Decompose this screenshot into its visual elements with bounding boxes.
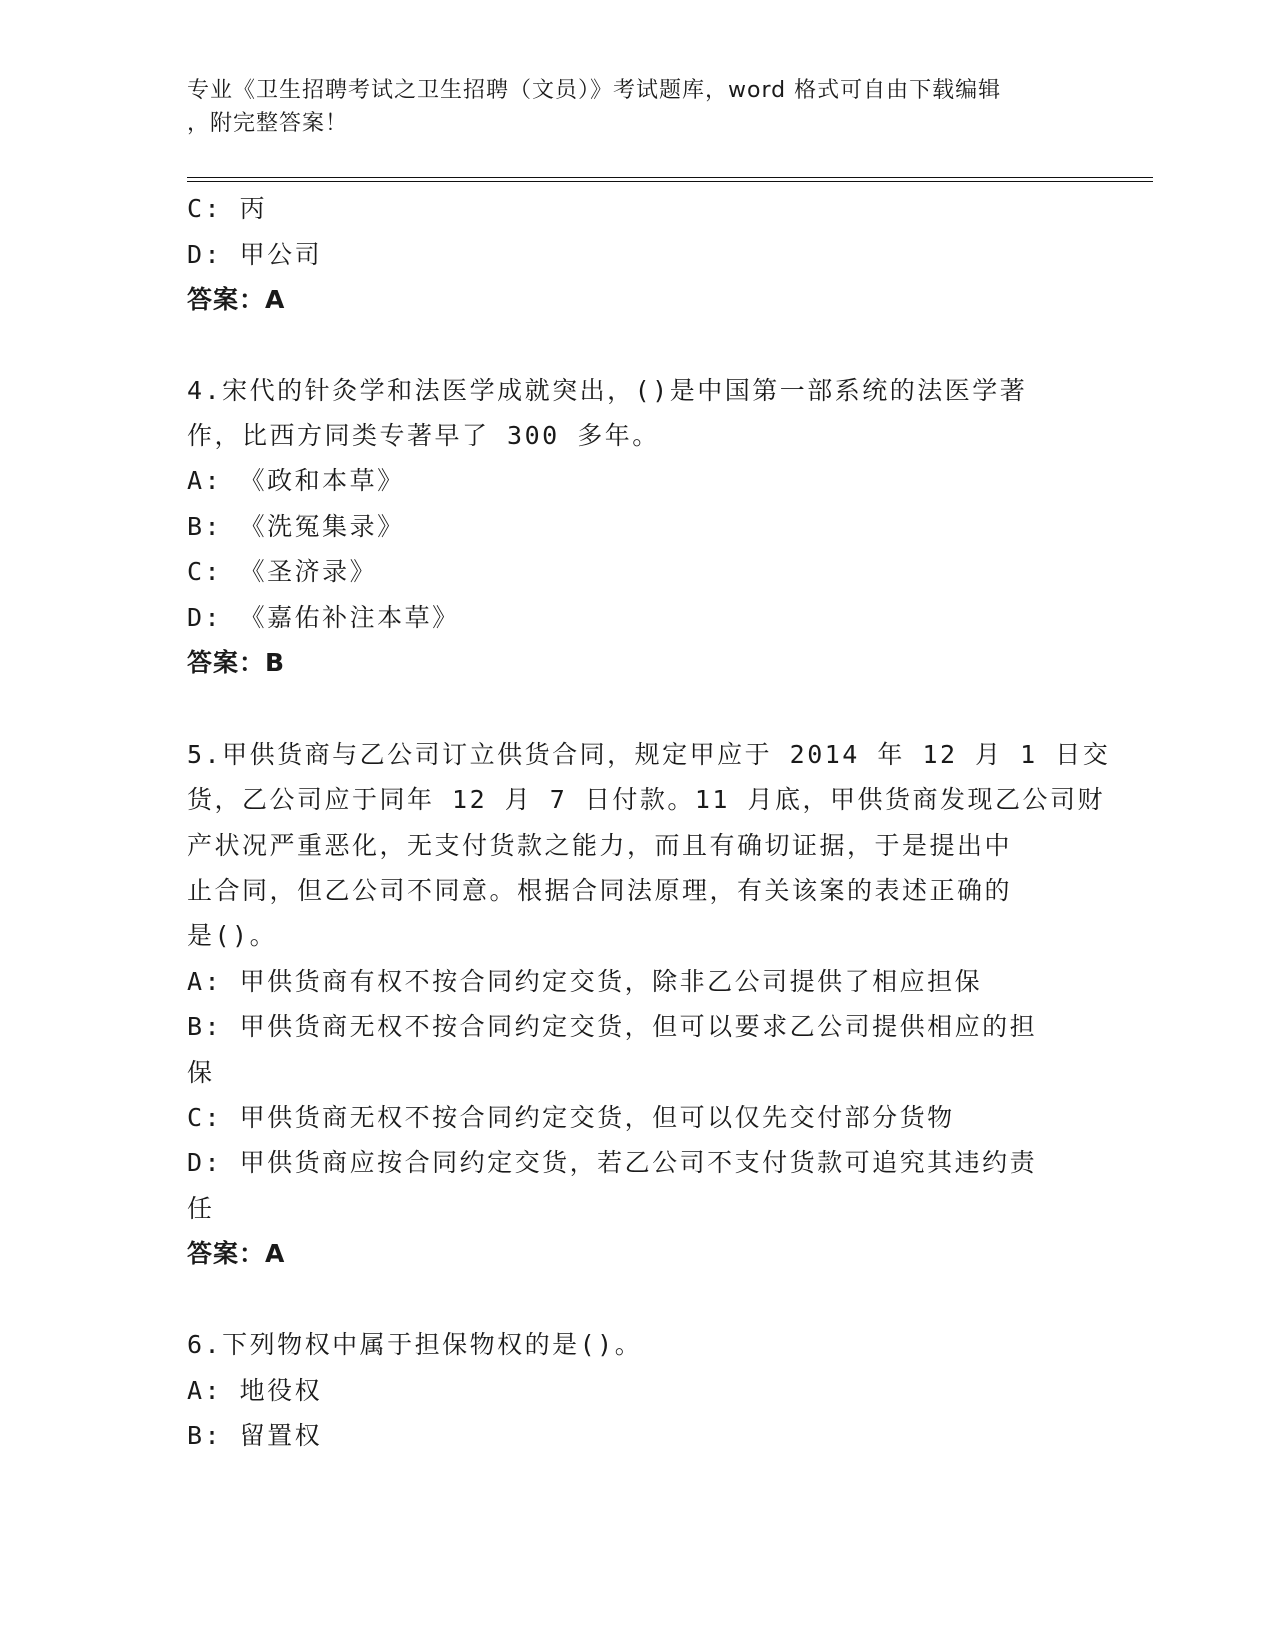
q4-option-d: D: 《嘉佑补注本草》 xyxy=(187,603,460,632)
header-rule-bottom xyxy=(187,181,1153,182)
q5-option-c: C: 甲供货商无权不按合同约定交货，但可以仅先交付部分货物 xyxy=(187,1103,955,1132)
q5-option-b-line-1: B: 甲供货商无权不按合同约定交货，但可以要求乙公司提供相应的担 xyxy=(187,1012,1038,1041)
q6-stem: 6.下列物权中属于担保物权的是()。 xyxy=(187,1330,643,1359)
q5-stem-line-4: 止合同，但乙公司不同意。根据合同法原理，有关该案的表述正确的 xyxy=(187,876,1013,905)
header-rule-top xyxy=(187,177,1153,178)
q5-stem-line-5: 是()。 xyxy=(187,921,278,950)
header-line-1: 专业《卫生招聘考试之卫生招聘（文员）》考试题库，word 格式可自由下载编辑 xyxy=(187,78,1002,103)
q5-stem-line-3: 产状况严重恶化，无支付货款之能力，而且有确切证据，于是提出中 xyxy=(187,831,1013,860)
q5-stem-line-2: 货，乙公司应于同年 12 月 7 日付款。11 月底，甲供货商发现乙公司财 xyxy=(187,785,1106,814)
q3-option-c: C: 丙 xyxy=(187,194,268,223)
q4-option-c: C: 《圣济录》 xyxy=(187,557,378,586)
q5-answer: 答案：A xyxy=(187,1239,286,1268)
q4-stem-line-1: 4.宋代的针灸学和法医学成就突出，()是中国第一部系统的法医学著 xyxy=(187,376,1028,405)
q5-stem-line-1: 5.甲供货商与乙公司订立供货合同，规定甲应于 2014 年 12 月 1 日交 xyxy=(187,740,1111,769)
q4-option-b: B: 《洗冤集录》 xyxy=(187,512,405,541)
q5-option-a: A: 甲供货商有权不按合同约定交货，除非乙公司提供了相应担保 xyxy=(187,967,983,996)
header-line-2: ，附完整答案！ xyxy=(187,111,349,136)
document-header xyxy=(187,74,1087,140)
q4-stem-line-2: 作，比西方同类专著早了 300 多年。 xyxy=(187,421,660,450)
q3-option-d: D: 甲公司 xyxy=(187,240,323,269)
q5-option-d-line-1: D: 甲供货商应按合同约定交货，若乙公司不支付货款可追究其违约责 xyxy=(187,1148,1038,1177)
q3-answer: 答案：A xyxy=(187,285,286,314)
q6-option-b: B: 留置权 xyxy=(187,1421,323,1450)
q4-option-a: A: 《政和本草》 xyxy=(187,466,405,495)
q5-option-b-line-2: 保 xyxy=(187,1058,215,1087)
q6-option-a: A: 地役权 xyxy=(187,1376,323,1405)
q4-answer: 答案：B xyxy=(187,648,286,677)
q5-option-d-line-2: 任 xyxy=(187,1194,215,1223)
